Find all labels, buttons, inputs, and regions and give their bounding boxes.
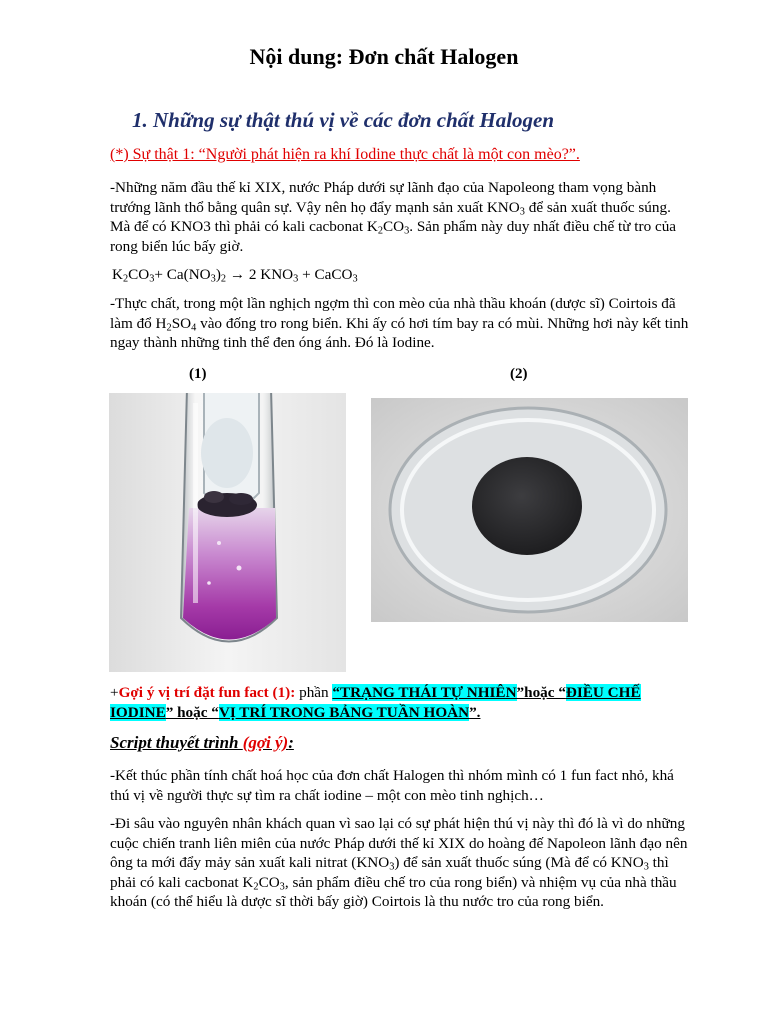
watch-glass-iodine-image (371, 398, 688, 622)
script-paragraph-2: -Đi sâu vào nguyên nhân khách quan vì sao lại có sự phát hiện thú vị này thì đó là vì do những cuộc chiến tranh liên miên của nước Pháp dưới thế kỉ XIX do hoàng đế Napoleon lãnh đạo nên ông ta mới đẩy mảy sản xuất kali nitrat $(KNO_3)$ để sản xuất thuốc súng (Mà để có $KNO_3$ thì phải có kali cacbonat $K_2CO_3$, sản phẩm điều chế tro của rong biển) và nhiệm vụ của nhà thầu khoán (có thể hiểu là dược sĩ thời bấy giờ) Coirtois là thu nước tro của rong biển. (110, 815, 688, 911)
test-tube-iodine-image (109, 393, 346, 672)
section-heading: 1. Những sự thật thú vị về các đơn chất Halogen (132, 108, 555, 132)
paragraph-cat-discovery: -Thực chất, trong một lần nghịch ngợm thì con mèo của nhà thầu khoán (dược sĩ) Coirtois đã làm đổ $H_2SO_4$ vào đống tro rong biển. Khi ấy có hơi tím bay ra có mùi. Những hơi này kết tinh ngay thành những tinh thể đen óng ánh. Đó là Iodine. (110, 295, 689, 352)
arrow-icon: → (226, 266, 249, 283)
option-iodine-preparation: ĐIỀU CHẾ IODINE (110, 684, 641, 721)
figure-label-1: (1) (189, 366, 207, 382)
script-paragraph-1: -Kết thúc phần tính chất hoá học của đơn chất Halogen thì nhóm mình có 1 fun fact nhỏ, khá thú vị về người thực sự tìm ra chất iodine – một con mèo tinh nghịch… (110, 767, 674, 804)
option-natural-state: “TRẠNG THÁI TỰ NHIÊN (332, 684, 517, 701)
option-periodic-table: VỊ TRÍ TRONG BẢNG TUẦN HOÀN (218, 704, 470, 721)
fact-1-title: (*) Sự thật 1: “Người phát hiện ra khí Iodine thực chất là một con mèo?”. (110, 146, 580, 163)
script-heading: Script thuyết trình (gợi ý): (110, 733, 294, 752)
chemical-equation: $K_2CO_3+ Ca(NO_3)_2 \to 2$ $KNO_3$ + CaCO$_3$ (112, 266, 358, 285)
paragraph-napoleon: -Những năm đầu thế kỉ XIX, nước Pháp dưới sự lãnh đạo của Napoleong tham vọng bành trướng lãnh thổ bằng quân sự. Vậy nên họ đẩy mạnh sản xuất $KNO_3$ để sản xuất thuốc súng. Mà để có KNO3 thì phải có kali cacbonat $K_2CO_3$. Sản phẩm này duy nhất điều chế từ tro của rong biển lúc bấy giờ. (110, 179, 677, 255)
figure-label-2: (2) (510, 366, 528, 382)
page-title: Nội dung: Đơn chất Halogen (249, 44, 519, 69)
fun-fact-placement-hint: +Gợi ý vị trí đặt fun fact (1): phần “TRẠNG THÁI TỰ NHIÊN”hoặc “ĐIỀU CHẾ IODINE” hoặc “VỊ TRÍ TRONG BẢNG TUẦN HOÀN”. (110, 684, 641, 721)
